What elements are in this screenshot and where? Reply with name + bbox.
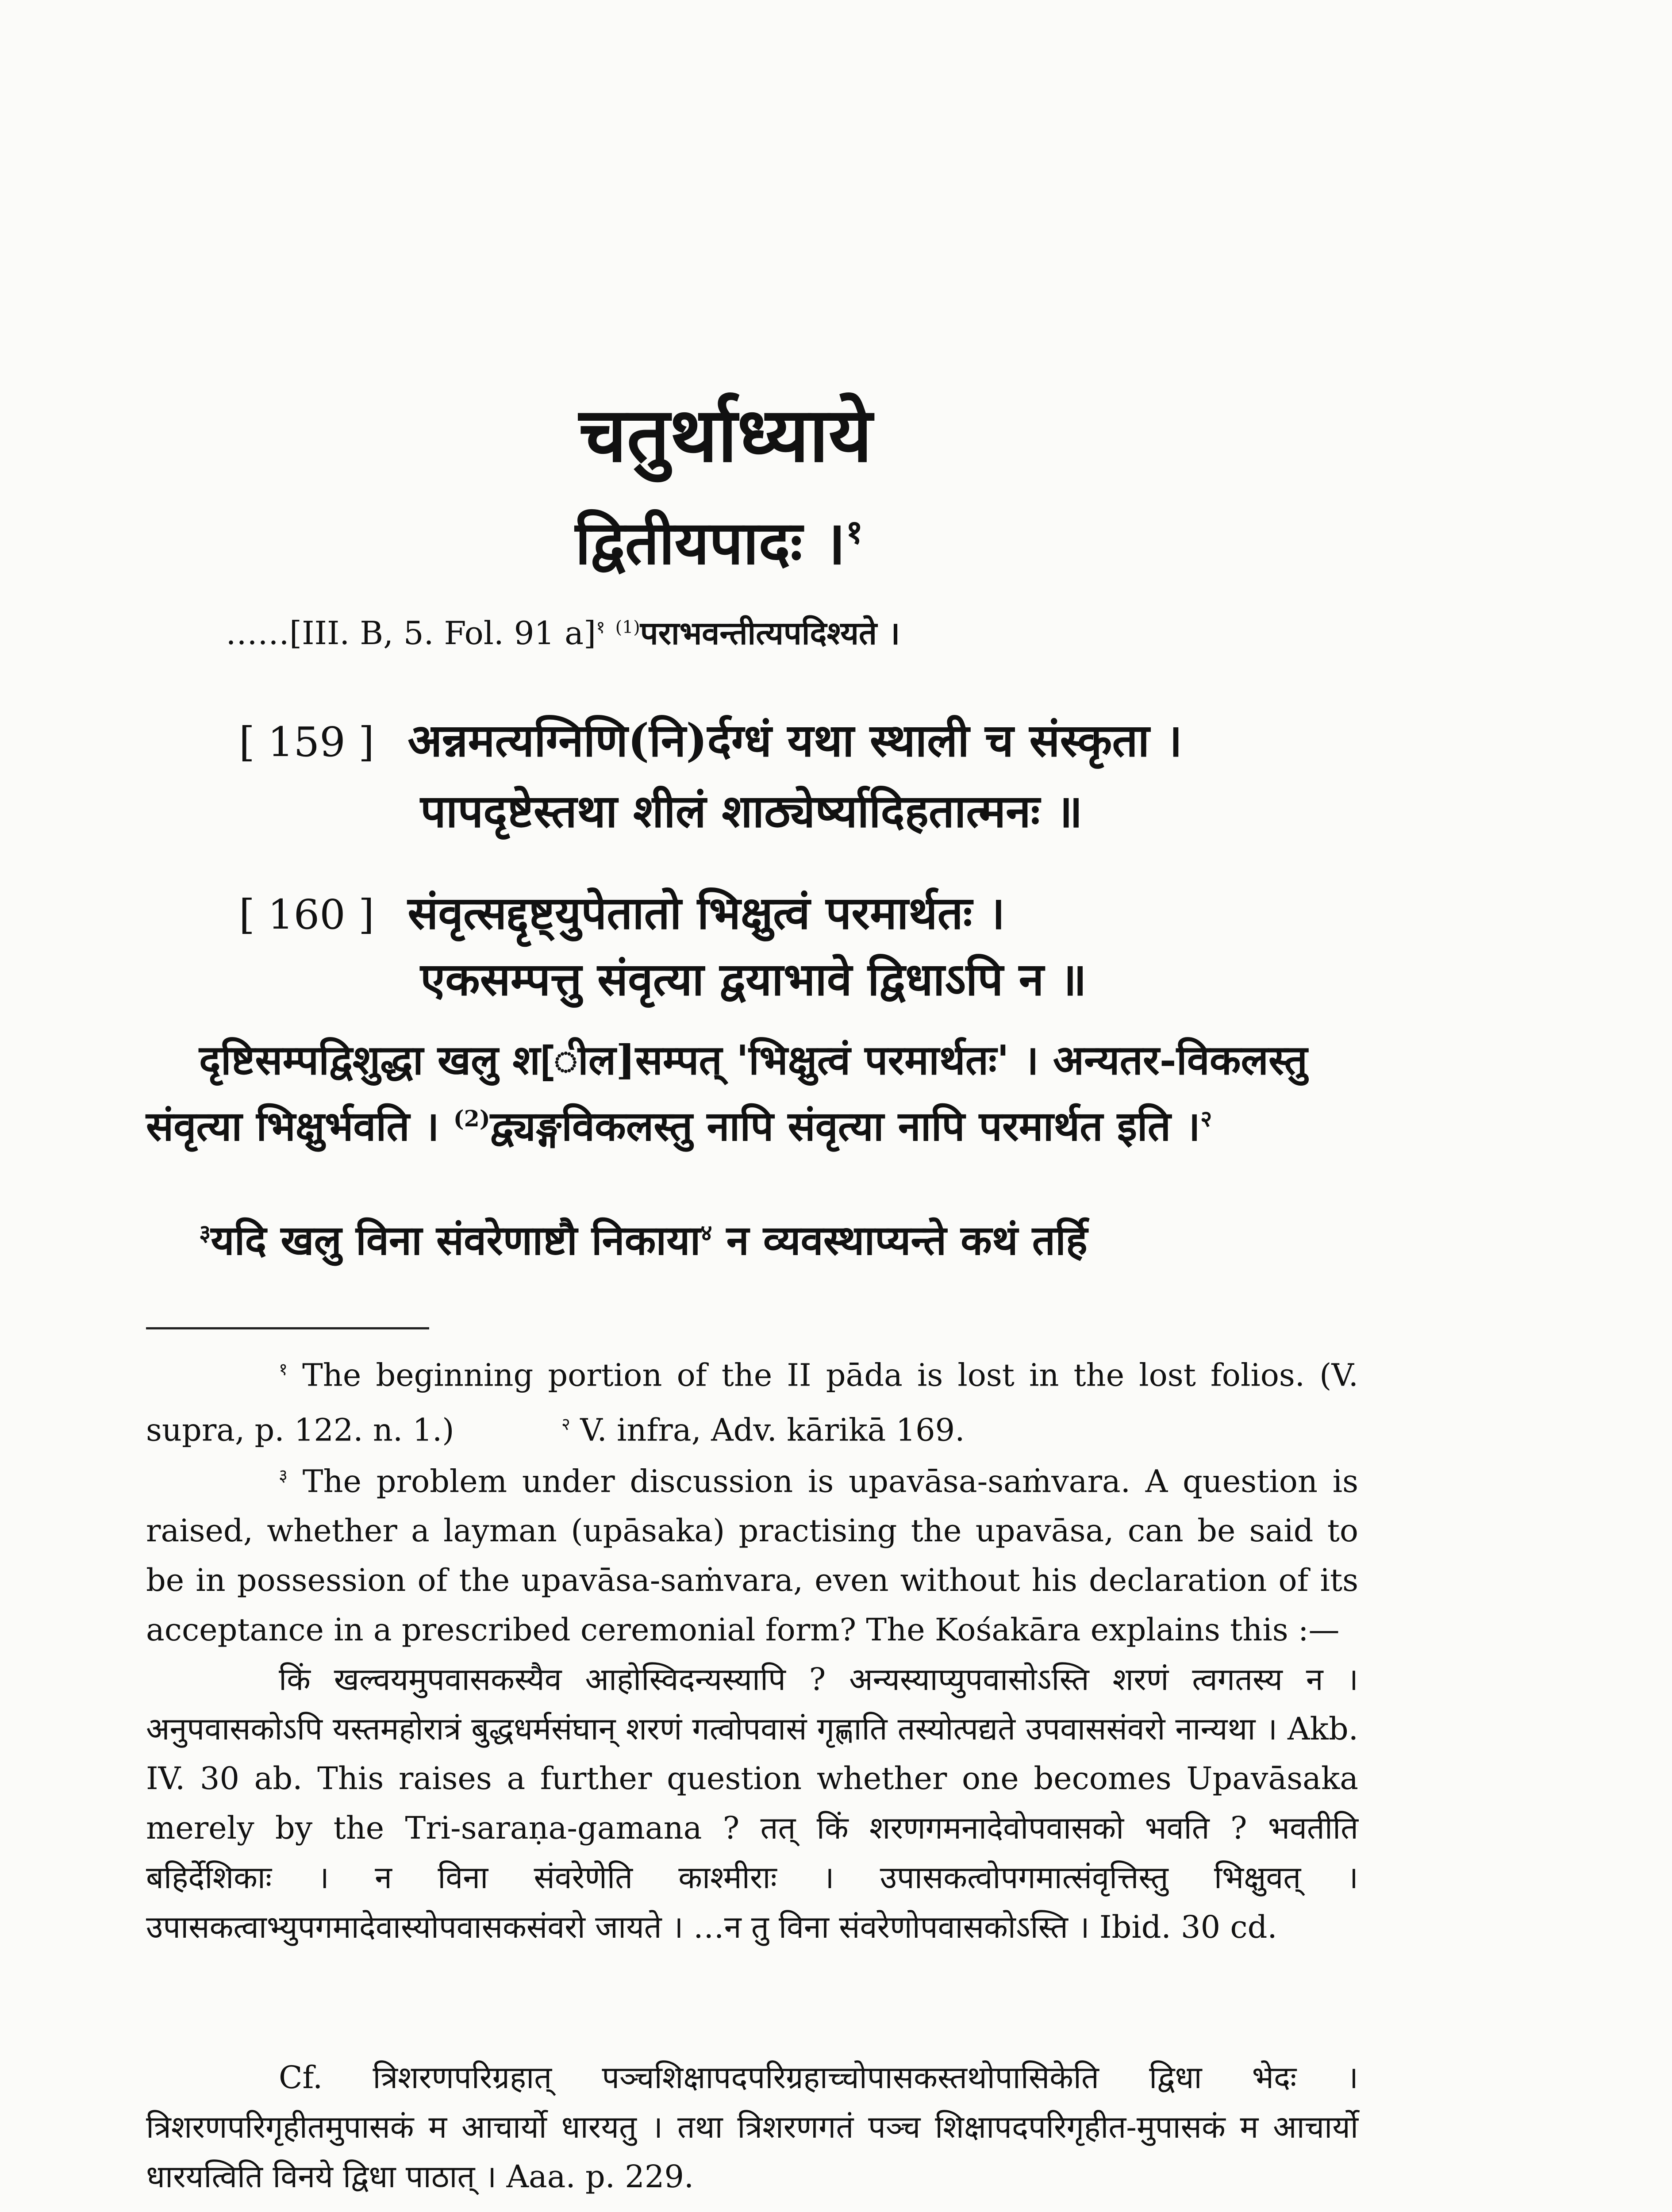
footnote-separator [146,1327,429,1329]
pada-heading [575,500,973,581]
footnote-cf-text: Cf. त्रिशरणपरिग्रहात् पञ्चशिक्षापदपरिग्रहाच्चोपासकस्तथोपासिकेति द्विधा भेदः । त्रिशरणपरिगृहीतमुपासकं म आचार्यो धारयतु । तथा त्रिशरणगतं पञ्च शिक्षापदपरिगृहीत-मुपासकं म आचार्यो धारयत्विति विनये द्विधा पाठात् । Aaa. p. 229. [146,2059,1358,2195]
footnote-quote-text: किं खल्वयमुपवासकस्यैव आहोस्विदन्यस्यापि ? अन्यस्याप्युपवासोऽस्ति शरणं त्वगतस्य न । अनुपवासकोऽपि यस्तमहोरात्रं बुद्धधर्मसंघान् शरणं गत्वोपवासं गृह्णाति तस्योत्पद्यते उपवाससंवरो नान्यथा । Akb. IV. 30 ab. This raises a further question whether one becomes Upavāsaka merely by the Tri-saraṇa-gamana ? तत् किं शरणगमनादेवोपवासको भवति ? भवतीति बहिर्देशिकाः । न विना संवरेणेति काश्मीराः । उपासकत्वोपगमात्संवृत्तिस्तु भिक्षुवत् । उपासकत्वाभ्युपगमादेवास्योपवासकसंवरो जायते । …न तु विना संवरेणोपवासकोऽस्ति । Ibid. 30 cd. [146,1661,1358,1945]
commentary-mark: ३ [199,1219,211,1246]
commentary-text: दृष्टिसम्पद्विशुद्धा खलु श[ील]सम्पत् 'भिक्षुत्वं परमार्थतः' । अन्यतर-विकलस्तु संवृत्या भिक्षुर्भवति । [146,1036,1308,1150]
footnote-mark: २ [561,1414,570,1435]
folio-fn-num: (1) [615,617,640,637]
footnote-text: The problem under discussion is upavāsa-saṁvara. A question is raised, whether a layman (upāsaka) practising the upavāsa, can be said to be in possession of the upavāsa-saṁvara, even without his declaration of its acceptance in a prescribed ceremonial form? The Kośakāra explains this :— [146,1463,1358,1648]
verse-159-line2: पापदृष्टेस्तथा शीलं शाठ्येर्ष्यादिहतात्मनः ॥ [420,785,1083,838]
footnote-mark: ३ [279,1466,288,1486]
folio-reference [226,611,900,654]
verse-number: [ 159 ] [239,718,374,766]
commentary-paragraph-2 [199,1203,1358,1270]
footnote-3-quote [146,1655,1358,1952]
verse-line: संवृत्सद्दृष्ट्युपेतातो भिक्षुत्वं परमार्थतः । [407,887,1005,940]
footnote-text: V. infra, Adv. kārikā 169. [580,1412,965,1448]
commentary-text-rest: द्व्यङ्गविकलस्तु नापि संवृत्या नापि परमार्थत इति । [490,1102,1201,1150]
footnote-1 [146,1345,1358,1455]
footnote-3 [146,1451,1358,1655]
chapter-heading: चतुर्थाध्याये [579,391,873,479]
commentary-paragraph-1 [146,1031,1358,1156]
footnote-text: The beginning portion of the II pāda is lost in the lost folios. (V. supra, p. 122. n. 1.) [146,1357,1358,1448]
verse-160-line2: एकसम्पत्तु संवृत्या द्वयाभावे द्विधाऽपि न ॥ [420,953,1087,1006]
footnote-3-cf [146,2053,1358,2201]
commentary-mark-2: ४ [700,1219,712,1246]
commentary-text: यदि खलु विना संवरेणाष्टौ निकाया [211,1216,701,1264]
commentary-text-rest: न व्यवस्थाप्यन्ते कथं तर्हि [712,1216,1088,1264]
folio-prefix: ……[III. B, 5. Fol. 91 a] [226,614,596,652]
footnote-mark: १ [279,1359,288,1379]
verse-159 [239,708,1182,769]
commentary-end-mark: २ [1200,1105,1212,1132]
folio-mark: १ [596,617,605,637]
folio-text: पराभवन्तीत्यपदिश्यते । [640,614,900,652]
verse-160 [239,880,1005,942]
verse-line: अन्नमत्यग्निणि(नि)र्दग्धं यथा स्थाली च संस्कृता । [407,714,1183,767]
verse-number: [ 160 ] [239,891,374,938]
commentary-fn-num: (2) [453,1105,490,1132]
pada-footnote-mark: १ [846,512,863,551]
pada-title: द्वितीयपादः । [575,507,846,578]
